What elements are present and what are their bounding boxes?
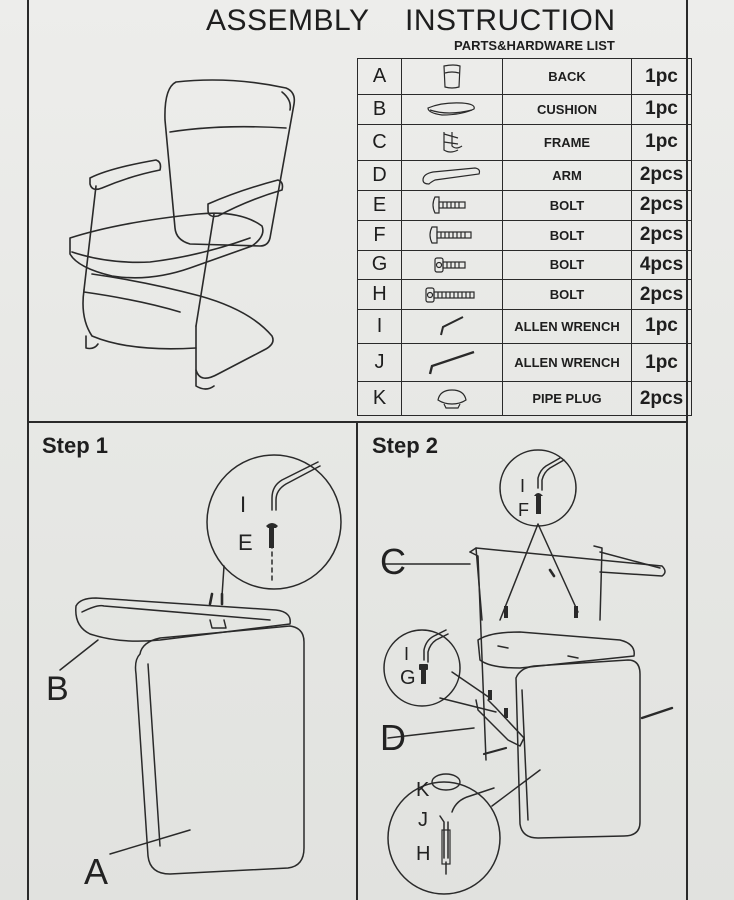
part-name: PIPE PLUG xyxy=(503,382,632,416)
part-quantity: 1pc xyxy=(632,343,692,382)
part-letter: J xyxy=(358,343,402,382)
part-letter: E xyxy=(358,190,402,220)
step2-callout-bolt-h: H xyxy=(416,843,431,865)
part-name: ALLEN WRENCH xyxy=(503,310,632,344)
part-name: BACK xyxy=(503,59,632,95)
part-name: BOLT xyxy=(503,220,632,250)
step2-callout-frame-c: C xyxy=(380,541,406,582)
part-letter: D xyxy=(358,160,402,190)
part-name: BOLT xyxy=(503,280,632,310)
part-quantity: 4pcs xyxy=(632,250,692,280)
part-letter: A xyxy=(358,59,402,95)
part-quantity: 2pcs xyxy=(632,382,692,416)
step1-callout-back-a: A xyxy=(84,851,109,892)
step2-callout-top-wrench-i: I xyxy=(520,476,526,496)
part-name: ARM xyxy=(503,160,632,190)
part-letter: K xyxy=(358,382,402,416)
title-word-assembly: ASSEMBLY xyxy=(206,4,370,37)
step-2-label: Step 2 xyxy=(372,433,439,458)
part-quantity: 1pc xyxy=(632,124,692,160)
part-letter: I xyxy=(358,310,402,344)
part-quantity: 1pc xyxy=(632,59,692,95)
part-quantity: 1pc xyxy=(632,95,692,125)
part-quantity: 2pcs xyxy=(632,190,692,220)
part-letter: B xyxy=(358,95,402,125)
step2-callout-plug-k: K xyxy=(416,779,430,801)
parts-list-subtitle: PARTS&HARDWARE LIST xyxy=(454,38,615,53)
part-letter: C xyxy=(358,124,402,160)
part-name: BOLT xyxy=(503,250,632,280)
step1-callout-bolt-e: E xyxy=(238,530,253,555)
part-letter: G xyxy=(358,250,402,280)
title-word-instruction: INSTRUCTION xyxy=(405,4,616,37)
part-name: CUSHION xyxy=(503,95,632,125)
step1-callout-wrench-i: I xyxy=(240,492,247,517)
step2-callout-left-wrench-i: I xyxy=(404,644,410,664)
step1-callout-cushion-b: B xyxy=(46,670,69,708)
part-quantity: 2pcs xyxy=(632,220,692,250)
step-1-label: Step 1 xyxy=(42,433,109,458)
step2-callout-arm-d: D xyxy=(380,717,406,758)
part-name: BOLT xyxy=(503,190,632,220)
part-quantity: 1pc xyxy=(632,310,692,344)
part-name: ALLEN WRENCH xyxy=(503,343,632,382)
step2-callout-wrench-j: J xyxy=(418,809,428,831)
part-quantity: 2pcs xyxy=(632,280,692,310)
step2-callout-bolt-g: G xyxy=(400,667,416,689)
part-letter: H xyxy=(358,280,402,310)
step2-callout-bolt-f: F xyxy=(518,500,529,520)
part-quantity: 2pcs xyxy=(632,160,692,190)
part-name: FRAME xyxy=(503,124,632,160)
part-letter: F xyxy=(358,220,402,250)
